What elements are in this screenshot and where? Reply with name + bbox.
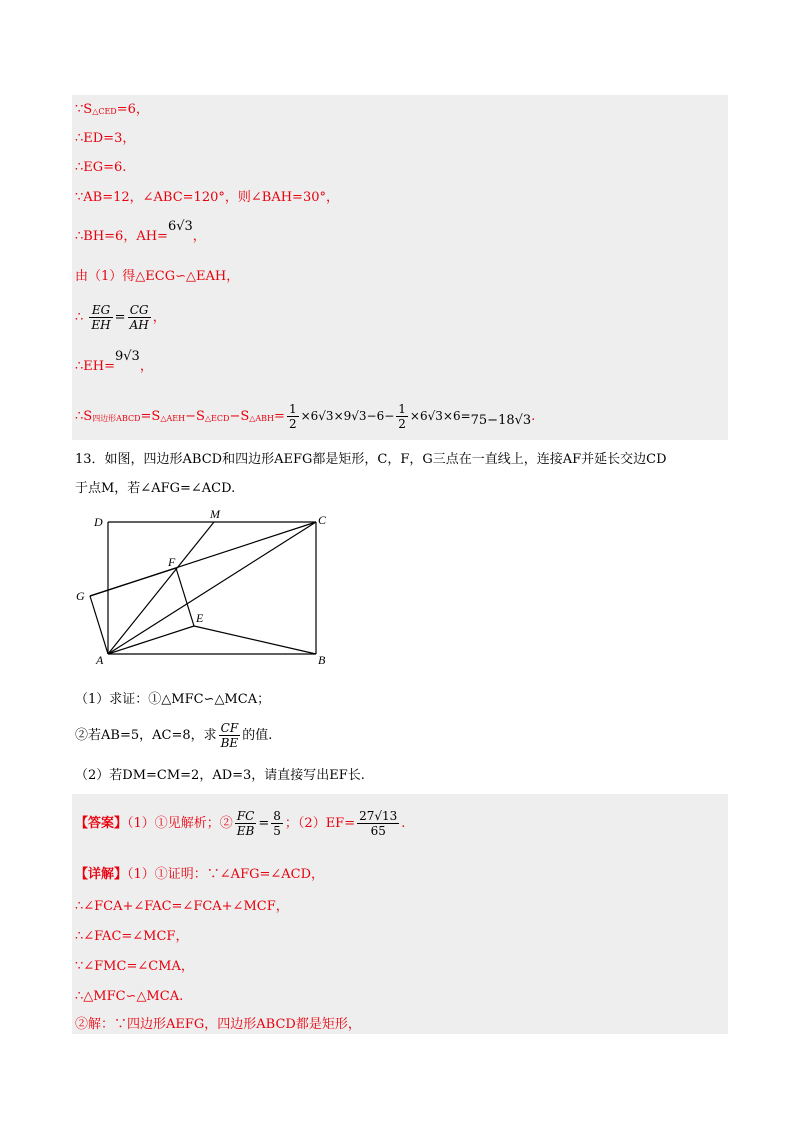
label-d: D xyxy=(94,515,103,529)
detail-line-4: ∵∠FMC=∠CMA， xyxy=(75,959,194,974)
question-3: （2）若DM=CM=2，AD=3，请直接写出EF长. xyxy=(75,768,365,783)
segment-fe xyxy=(176,568,194,626)
label-e: E xyxy=(196,611,204,625)
segment-eb xyxy=(194,626,316,654)
answer-line: 【答案】（1）①见解析；② $\frac{FC}{EB}$ = $\frac{8}{5}$ ；（2）EF= $\frac{27√13}{65}$ . xyxy=(75,809,406,838)
detail-line-5: ∴△MFC∽△MCA. xyxy=(75,989,184,1004)
fraction-cg-ah: $\frac{CG}{AH}$ xyxy=(129,303,149,332)
label-f: F xyxy=(168,555,176,569)
solution-line-6: 由（1）得△ECG∽△EAH， xyxy=(75,269,240,284)
segment-am xyxy=(108,522,214,654)
solution-line-7: ∴ $\frac{EG}{EH}$ = $\frac{CG}{AH}$ ， xyxy=(75,303,166,332)
solution-line-4: ∵AB=12，∠ABC=120°，则∠BAH=30°， xyxy=(75,190,339,205)
detail-line-2: ∴∠FCA+∠FAC=∠FCA+∠MCF， xyxy=(75,899,289,914)
geometry-figure xyxy=(72,508,332,668)
problem-line-1: 13．如图，四边形ABCD和四边形AEFG都是矩形，C，F，G三点在一直线上，连接AF并延长交边CD xyxy=(75,452,667,467)
detail-line-6: ②解：∵四边形AEFG，四边形ABCD都是矩形， xyxy=(75,1017,361,1032)
segment-ae xyxy=(108,626,194,654)
solution-line-9: ∴S四边形ABCD=S△AEH−S△ECD−S△ABH= $\frac{1}{2}$ ×6√3×9√3−6− $\frac{1}{2}$ ×6√3×6=75−18√3. xyxy=(75,402,536,431)
detail-line-1: 【详解】（1）①证明：∵∠AFG=∠ACD， xyxy=(75,867,325,882)
label-a: A xyxy=(96,653,104,667)
label-m: M xyxy=(210,508,220,521)
solution-line-8: ∴EH=9√3， xyxy=(75,349,153,374)
question-1: （1）求证：①△MFC∽△MCA； xyxy=(75,692,271,707)
solution-line-5: ∴BH=6，AH=6√3， xyxy=(75,219,206,244)
segment-ga xyxy=(90,596,108,654)
solution-line-1: ∵S△CED=6， xyxy=(75,102,149,117)
label-g: G xyxy=(76,589,85,603)
label-c: C xyxy=(318,513,327,527)
solution-line-3: ∴EG=6. xyxy=(75,160,127,175)
fraction-eg-eh: $\frac{EG}{EH}$ xyxy=(91,303,111,332)
solution-line-2: ∴ED=3， xyxy=(75,131,136,146)
label-b: B xyxy=(318,653,326,667)
problem-line-2: 于点M，若∠AFG=∠ACD. xyxy=(75,481,236,496)
question-2: ②若AB=5，AC=8，求 $\frac{CF}{BE}$ 的值. xyxy=(75,721,273,750)
segment-gf xyxy=(90,568,176,596)
detail-line-3: ∴∠FAC=∠MCF， xyxy=(75,929,189,944)
segment-ac xyxy=(108,522,316,654)
